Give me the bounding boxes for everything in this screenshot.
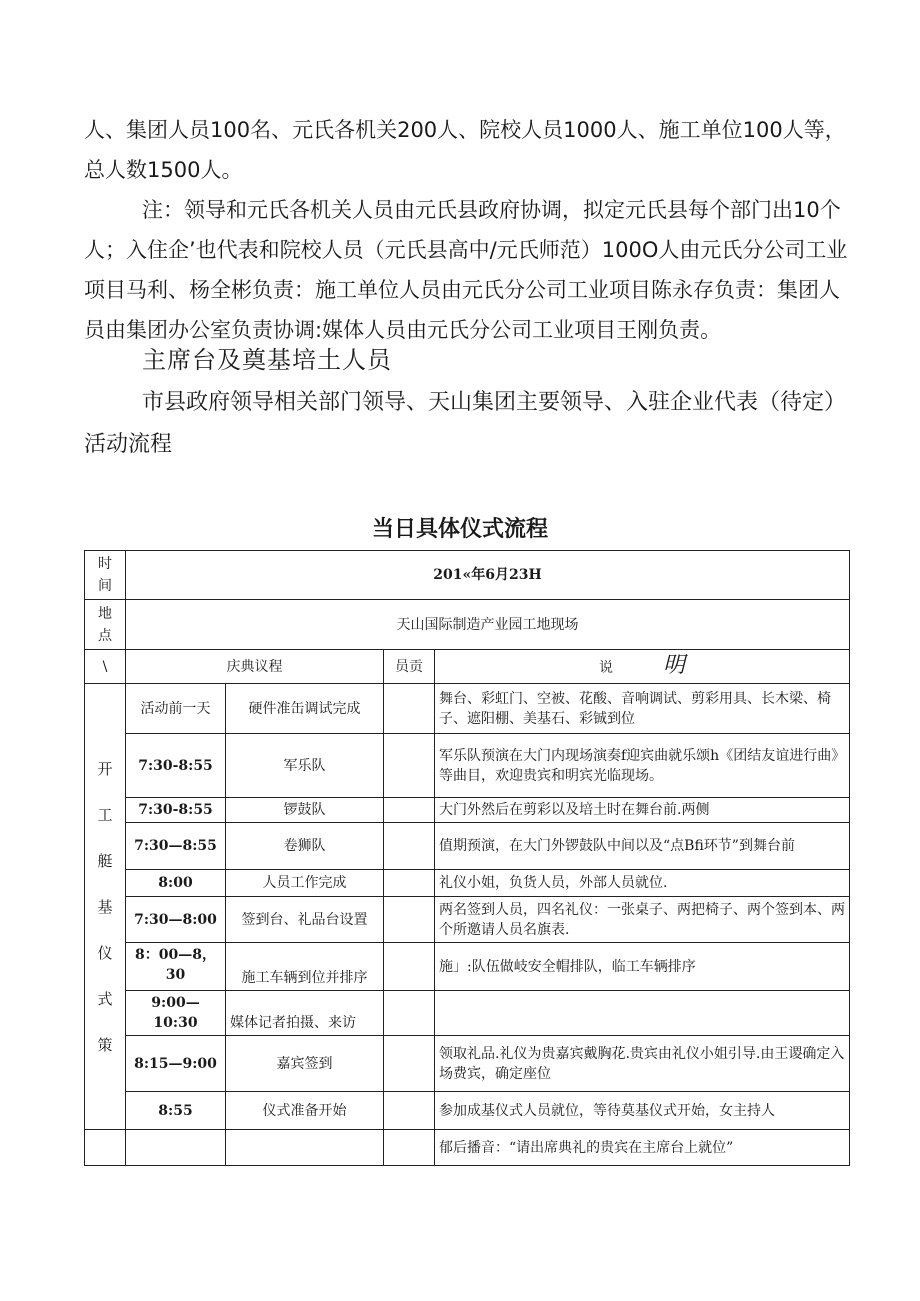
row-item: 人员工作完成	[226, 870, 384, 897]
row-staff	[384, 823, 435, 870]
table-title: 当日具体仪式流程	[371, 517, 548, 542]
header-row	[85, 650, 850, 684]
row-time: 活动前一天	[126, 684, 226, 734]
place-row	[85, 600, 850, 650]
row-staff	[384, 734, 435, 798]
row-time: 7:30-8:55	[126, 734, 226, 798]
table-row	[85, 1130, 850, 1166]
row-desc: 大门外然后在剪彩以及培土时在舞台前.两侧	[435, 798, 850, 823]
row-item: 卷狮队	[226, 823, 384, 870]
row-staff	[384, 684, 435, 734]
row-staff	[384, 943, 435, 991]
ceremony-table	[84, 550, 850, 1166]
row-time: 7:30—8:00	[126, 897, 226, 943]
row-staff	[384, 798, 435, 823]
row-item: 嘉宾签到	[226, 1036, 384, 1092]
row-time: 8:15—9:00	[126, 1036, 226, 1092]
row-time: 7:30-8:55	[126, 798, 226, 823]
table-row	[85, 1092, 850, 1130]
paragraph-note	[84, 190, 854, 350]
row-time: 8:00	[126, 870, 226, 897]
row-desc: 值期预演，在大门外锣鼓队中间以及“点Bfi环节”到舞台前	[435, 823, 850, 870]
row-desc: 施」:队伍做岐安全帽排队，临工车辆排序	[435, 943, 850, 991]
place-label: 地 点	[85, 600, 126, 650]
row-item: 军乐队	[226, 734, 384, 798]
row-time: 8：00—8，30	[126, 943, 226, 991]
header-description: 说 明	[435, 650, 850, 684]
row-staff	[384, 1036, 435, 1092]
row-desc: 礼仪小姐，负货人员，外部人员就位.	[435, 870, 850, 897]
paragraph-podium	[84, 382, 854, 466]
row-staff	[384, 870, 435, 897]
row-staff	[384, 897, 435, 943]
row-item: 仪式准备开始	[226, 1092, 384, 1130]
side-label: 开 工 艇 基 仪 式 策	[85, 684, 126, 1130]
row-staff	[384, 1130, 435, 1166]
row-desc: 两名签到人员，四名礼仪：一张桌子、两把椅子、两个签到本、两个所邀请人员名旗表.	[435, 897, 850, 943]
header-staff: 员贡	[384, 650, 435, 684]
row-item: 施工车辆到位并排序	[226, 943, 384, 991]
time-label: 时 间	[85, 551, 126, 600]
row-staff	[384, 1092, 435, 1130]
note-text: 注：领导和元氏各机关人员由元氏县政府协调，拟定元氏县每个部门出10个人；入住企’也代表和院校人员（元氏县高中/元氏师范）100O人由元氏分公司工业项目马利、杨全彬负责：施工单位人员由元氏分公司工业项目陈永存负责：集团人员由集团办公室负责协调:媒体人员由元氏分公司工业项目王刚负责。	[84, 198, 848, 342]
row-desc: 郁后播音：“请出席典礼的贵宾在主席台上就位”	[435, 1130, 850, 1166]
table-row	[85, 798, 850, 823]
header-corner: \	[85, 650, 126, 684]
section-heading: 主席台及奠基培土人员	[142, 346, 392, 374]
row-time	[126, 1130, 226, 1166]
table-row	[85, 991, 850, 1036]
table-row	[85, 823, 850, 870]
table-row	[85, 943, 850, 991]
row-time: 9:00—10:30	[126, 991, 226, 1036]
table-row	[85, 1036, 850, 1092]
row-desc: 军乐队预演在大门内现场演奏f迎宾曲就乐颂h《团结友谊进行曲》等曲目，欢迎贵宾和明宾光临现场。	[435, 734, 850, 798]
row-item	[226, 1130, 384, 1166]
podium-text: 市县政府领导相关部门领导、天山集团主要领导、入驻企业代表（待定）活动流程	[84, 390, 847, 457]
row-item: 锣鼓队	[226, 798, 384, 823]
row-desc: 舞台、彩虹门、空被、花酸、音响调试、剪彩用具、长木梁、椅子、遮阳棚、美基石、彩铖到位	[435, 684, 850, 734]
paragraph-attendees: 人、集团人员100名、元氏各机关200人、院校人员1000人、施工单位100人等，总人数1500人。	[84, 118, 846, 182]
header-program: 庆典议程	[126, 650, 384, 684]
time-row	[85, 551, 850, 600]
row-item: 媒体记者拍摄、来访	[226, 991, 384, 1036]
table-row	[85, 870, 850, 897]
row-staff	[384, 991, 435, 1036]
row-time: 7:30—8:55	[126, 823, 226, 870]
row-time: 8:55	[126, 1092, 226, 1130]
table-row	[85, 897, 850, 943]
table-row	[85, 684, 850, 734]
table-row	[85, 734, 850, 798]
row-side-blank	[85, 1130, 126, 1166]
time-value: 201«年6月23H	[126, 551, 850, 600]
row-desc: 参加成基仪式人员就位，等待莫基仪式开始，女主持人	[435, 1092, 850, 1130]
row-desc	[435, 991, 850, 1036]
row-desc: 领取礼品.礼仪为贵嘉宾戴胸花.贵宾由礼仪小姐引导.由王谡确定入场费宾，确定座位	[435, 1036, 850, 1092]
row-item: 硬件准缶调试完成	[226, 684, 384, 734]
row-item: 签到台、礼品台设置	[226, 897, 384, 943]
place-value: 天山国际制造产业园工地现场	[126, 600, 850, 650]
